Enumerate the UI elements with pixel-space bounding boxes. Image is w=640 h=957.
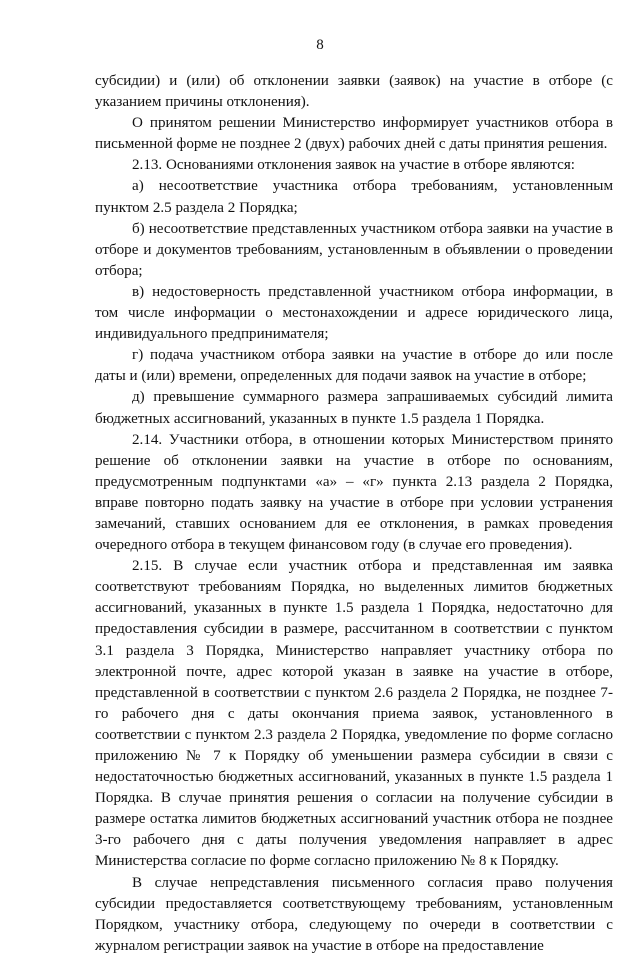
paragraph-notification: О принятом решении Министерство информирует участников отбора в письменной форме не позднее 2 (двух) рабочих дней с даты принятия решения. xyxy=(95,115,613,153)
clause-2-15: 2.15. В случае если участник отбора и представленная им заявка соответствуют требованиям Порядка, но выделенных лимитов бюджетных ассигнований, указанных в пункте 1.5 раздела 1 Порядка, недостаточно для предоставления субсидии в размере, рассчитанном в соответствии с пунктом 3.1 раздела 3 Порядка, Министерство направляет участнику отбора по электронной почте, адрес которой указан в заявке на участие в отборе, представленной в соответствии с пунктом 2.6 раздела 2 Порядка, не позднее 7-го рабочего дня с даты окончания приема заявок, установленного в соответствии с пунктом 2.3 раздела 2 Порядка, уведомление по форме согласно приложению № 7 к Порядку об уменьшении размера субсидии в связи с недостаточностью бюджетных ассигнований, указанных в пункте 1.5 раздела 1 Порядка. В случае принятия решения о согласии на получение субсидии в размере остатка лимитов бюджетных ассигнований участник отбора не позднее 3-го рабочего дня с даты получения уведомления направляет в адрес Министерства согласие по форме согласно приложению № 8 к Порядку. xyxy=(95,558,613,870)
subclause-g: г) подача участником отбора заявки на участие в отборе до или после даты и (или) времени, определенных для подачи заявок на участие в отборе; xyxy=(95,347,613,385)
paragraph-no-consent: В случае непредставления письменного согласия право получения субсидии предоставляется соответствующему требованиям, установленным Порядком, участнику отбора, следующему по очереди в соответствии с журналом регистрации заявок на участие в отборе на предоставление xyxy=(95,874,613,954)
document-body xyxy=(95,71,613,957)
subclause-a: а) несоответствие участника отбора требованиям, установленным пунктом 2.5 раздела 2 Порядка; xyxy=(95,178,613,216)
subclause-b: б) несоответствие представленных участником отбора заявки на участие в отборе и документов требованиям, установленным в объявлении о проведении отбора; xyxy=(95,220,613,279)
subclause-d: д) превышение суммарного размера запрашиваемых субсидий лимита бюджетных ассигнований, указанных в пункте 1.5 раздела 1 Порядка. xyxy=(95,389,613,427)
clause-2-14: 2.14. Участники отбора, в отношении которых Министерством принято решение об отклонении заявки на участие в отборе по основаниям, предусмотренным подпунктами «а» – «г» пункта 2.13 раздела 2 Порядка, вправе повторно подать заявку на участие в отборе при условии устранения замечаний, ставших основанием для ее отклонения, в рамках проведения очередного отбора в текущем финансовом году (в случае его проведения). xyxy=(95,431,613,554)
paragraph-rejection-continuation: субсидии) и (или) об отклонении заявки (заявок) на участие в отборе (с указанием причины отклонения). xyxy=(95,73,613,111)
clause-2-13-heading: 2.13. Основаниями отклонения заявок на участие в отборе являются: xyxy=(132,157,575,174)
subclause-v: в) недостоверность представленной участником отбора информации, в том числе информации о местонахождении и адресе юридического лица, индивидуального предпринимателя; xyxy=(95,283,613,343)
page-number: 8 xyxy=(316,37,324,53)
